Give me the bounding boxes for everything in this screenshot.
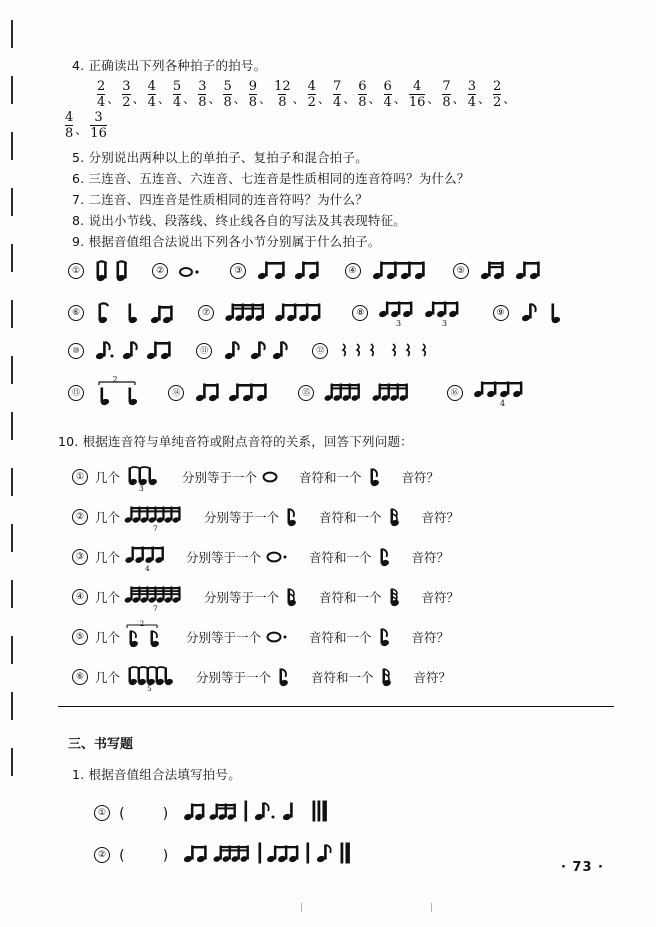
section-divider xyxy=(58,706,614,707)
time-signature: $\frac{3}{4}$ xyxy=(467,79,476,110)
note-group xyxy=(93,258,133,284)
note-group xyxy=(478,258,548,284)
time-signature-row-1 xyxy=(58,80,614,109)
separator: 、 xyxy=(477,92,490,106)
note-group xyxy=(221,338,293,364)
separator: 、 xyxy=(317,92,330,106)
svg-text:3: 3 xyxy=(396,319,402,328)
time-signature: $\frac{5}{8}$ xyxy=(223,79,232,110)
subquestion-mid: 分别等于一个 xyxy=(204,510,280,525)
separator: 、 xyxy=(393,92,406,106)
time-signature: $\frac{3}{16}$ xyxy=(90,110,107,141)
question-5-text: 5. 分别说出两种以上的单拍子、复拍子和混合拍子。 xyxy=(72,150,368,165)
subquestion-tail: 音符？ xyxy=(421,510,460,525)
tuplet-figure xyxy=(123,502,187,532)
note-group xyxy=(193,380,279,406)
note-group xyxy=(255,258,325,284)
note-group xyxy=(223,300,333,326)
separator: 、 xyxy=(132,92,145,106)
svg-text:2: 2 xyxy=(112,375,118,384)
subquestion-3 xyxy=(72,542,614,572)
time-signature: $\frac{12}{8}$ xyxy=(274,79,291,110)
note-group xyxy=(181,841,361,869)
note-group xyxy=(177,258,211,284)
measure-label: ⑮ xyxy=(298,385,314,401)
tuplet-figure xyxy=(123,462,165,492)
question-10-subquestions xyxy=(58,462,614,692)
time-signature: $\frac{6}{4}$ xyxy=(383,79,392,110)
separator: 、 xyxy=(208,92,221,106)
time-signature: $\frac{2}{2}$ xyxy=(492,79,502,110)
subquestion-tail: 音符？ xyxy=(411,630,450,645)
subquestion-label: ⑤ xyxy=(72,629,88,645)
separator: 、 xyxy=(292,92,305,106)
writing-row-2 xyxy=(58,841,614,875)
subquestion-lead: 几个 xyxy=(95,510,121,525)
subquestion-label: ② xyxy=(72,509,88,525)
note-group xyxy=(472,378,532,408)
subquestion-label: ③ xyxy=(72,549,88,565)
subquestion-target: 音符和一个 xyxy=(309,630,372,645)
note-figure xyxy=(264,626,292,648)
subquestion-target: 音符和一个 xyxy=(311,670,374,685)
note-figure xyxy=(282,585,302,609)
subquestion-target: 音符和一个 xyxy=(299,470,362,485)
note-group xyxy=(323,380,427,406)
rhythm-row-4 xyxy=(58,375,614,412)
time-signature: $\frac{5}{4}$ xyxy=(172,79,182,110)
bracket-open: ( xyxy=(119,805,125,822)
time-signature: $\frac{6}{8}$ xyxy=(358,79,367,110)
time-signature: $\frac{7}{8}$ xyxy=(442,79,451,110)
separator: 、 xyxy=(75,123,88,137)
separator: 、 xyxy=(452,92,465,106)
subquestion-mid: 分别等于一个 xyxy=(204,590,280,605)
note-figure xyxy=(282,505,302,529)
subquestion-2 xyxy=(72,502,614,532)
subquestion-mid: 分别等于一个 xyxy=(186,630,262,645)
subquestion-label: ⑥ xyxy=(72,669,88,685)
note-group xyxy=(377,298,473,328)
note-group xyxy=(93,375,149,408)
subquestion-tail: 音符？ xyxy=(411,550,450,565)
subquestion-mid: 分别等于一个 xyxy=(186,550,262,565)
measure-label: ③ xyxy=(230,263,246,279)
time-signature: $\frac{4}{4}$ xyxy=(147,79,156,110)
measure-label: ⑦ xyxy=(198,305,214,321)
time-signature: $\frac{4}{2}$ xyxy=(307,79,316,110)
measure-label: ④ xyxy=(345,263,361,279)
bracket-close: ) xyxy=(162,847,169,864)
note-figure xyxy=(375,625,395,649)
measure-label: ⑫ xyxy=(312,343,328,359)
separator: 、 xyxy=(343,92,356,106)
subquestion-target: 音符和一个 xyxy=(319,590,382,605)
question-4-text: 4. 正确读出下列各种拍子的拍号。 xyxy=(72,58,267,73)
margin-tick-marks xyxy=(11,20,14,840)
time-signature-row-2 xyxy=(58,111,614,140)
measure-label: ② xyxy=(152,263,168,279)
subquestion-lead: 几个 xyxy=(95,670,121,685)
tuplet-figure xyxy=(123,662,179,692)
tuplet-figure xyxy=(123,582,187,612)
subquestion-4 xyxy=(72,582,614,612)
subquestion-tail: 音符？ xyxy=(421,590,460,605)
measure-label: ① xyxy=(68,263,84,279)
note-figure xyxy=(385,585,405,609)
subquestion-mid: 分别等于一个 xyxy=(196,670,272,685)
svg-text:7: 7 xyxy=(153,604,158,613)
writing-row-label: ② xyxy=(94,847,110,863)
question-7-text: 7. 二连音、四连音是性质相同的连音符吗？为什么？ xyxy=(72,192,368,207)
note-group xyxy=(181,799,351,827)
separator: 、 xyxy=(503,92,516,106)
svg-text:3: 3 xyxy=(442,319,448,328)
subquestion-1 xyxy=(72,462,614,492)
note-figure xyxy=(264,546,292,568)
footer-mark-left: | xyxy=(300,903,304,913)
subquestion-label: ④ xyxy=(72,589,88,605)
time-signature: $\frac{4}{8}$ xyxy=(65,110,74,141)
subquestion-lead: 几个 xyxy=(95,630,121,645)
separator: 、 xyxy=(157,92,170,106)
measure-label: ⑭ xyxy=(168,385,184,401)
separator: 、 xyxy=(368,92,381,106)
question-9-text: 9. 根据音值组合法说出下列各小节分别属于什么拍子。 xyxy=(72,234,381,249)
note-group xyxy=(93,300,179,326)
tuplet-figure xyxy=(123,622,169,652)
measure-label: ⑬ xyxy=(68,385,84,401)
svg-text:3: 3 xyxy=(139,484,144,493)
subquestion-label: ① xyxy=(72,469,88,485)
measure-label: ⑨ xyxy=(493,305,509,321)
page-number: · 73 · xyxy=(560,860,604,875)
subquestion-5 xyxy=(72,622,614,652)
time-signature: $\frac{4}{16}$ xyxy=(408,79,426,110)
separator: 、 xyxy=(183,92,196,106)
subquestion-6 xyxy=(72,662,614,692)
subquestion-target: 音符和一个 xyxy=(309,550,372,565)
section-3-title: 三、书写题 xyxy=(68,737,134,752)
note-figure xyxy=(274,665,294,689)
note-group xyxy=(93,338,177,364)
time-signature: $\frac{2}{4}$ xyxy=(97,79,106,110)
subquestion-target: 音符和一个 xyxy=(319,510,382,525)
footer-mark-right: | xyxy=(430,903,434,913)
question-6-text: 6. 三连音、五连音、六连音、七连音是性质相同的连音符吗？为什么？ xyxy=(72,171,470,186)
writing-row-label: ① xyxy=(94,805,110,821)
measure-label: ⑪ xyxy=(196,343,212,359)
note-figure xyxy=(365,465,385,489)
subquestion-lead: 几个 xyxy=(95,590,121,605)
svg-text:7: 7 xyxy=(153,524,158,533)
note-figure xyxy=(377,665,397,689)
svg-text:4: 4 xyxy=(145,564,150,573)
note-figure xyxy=(260,466,282,488)
separator: 、 xyxy=(233,92,246,106)
svg-text:4: 4 xyxy=(499,399,505,408)
separator: 、 xyxy=(259,92,272,106)
svg-text:2: 2 xyxy=(139,620,145,628)
page-content xyxy=(58,56,614,875)
time-signature: $\frac{7}{4}$ xyxy=(332,79,342,110)
note-group xyxy=(370,258,434,284)
measure-label: ⑯ xyxy=(447,385,463,401)
measure-label: ⑥ xyxy=(68,305,84,321)
time-signature: $\frac{9}{8}$ xyxy=(248,79,258,110)
subquestion-mid: 分别等于一个 xyxy=(182,470,258,485)
time-signature: $\frac{3}{2}$ xyxy=(122,79,131,110)
section-3-item-1: 1. 根据音值组合法填写拍号。 xyxy=(72,767,241,782)
question-8-text: 8. 说出小节线、段落线、终止线各自的写法及其表现特征。 xyxy=(72,213,407,228)
rhythm-row-3 xyxy=(58,338,614,372)
note-group xyxy=(337,338,435,364)
subquestion-lead: 几个 xyxy=(95,550,121,565)
subquestion-tail: 音符？ xyxy=(413,670,452,685)
measure-label: ⑤ xyxy=(453,263,469,279)
note-figure xyxy=(385,505,405,529)
measure-label: ⑩ xyxy=(68,343,84,359)
bracket-open: ( xyxy=(119,847,125,864)
note-figure xyxy=(375,545,395,569)
svg-text:5: 5 xyxy=(147,684,152,693)
subquestion-lead: 几个 xyxy=(95,470,121,485)
rhythm-row-2 xyxy=(58,298,614,332)
separator: 、 xyxy=(107,92,120,106)
note-group xyxy=(518,300,570,326)
tuplet-figure xyxy=(123,542,169,572)
subquestion-tail: 音符？ xyxy=(401,470,440,485)
time-signature: $\frac{3}{8}$ xyxy=(198,79,207,110)
measure-label: ⑧ xyxy=(352,305,368,321)
bracket-close: ) xyxy=(162,805,169,822)
rhythm-row-1 xyxy=(58,258,614,292)
separator: 、 xyxy=(427,92,440,106)
question-10-text: 10. 根据连音符与单纯音符或附点音符的关系，回答下列问题： xyxy=(58,434,413,449)
writing-row-1 xyxy=(58,799,614,833)
